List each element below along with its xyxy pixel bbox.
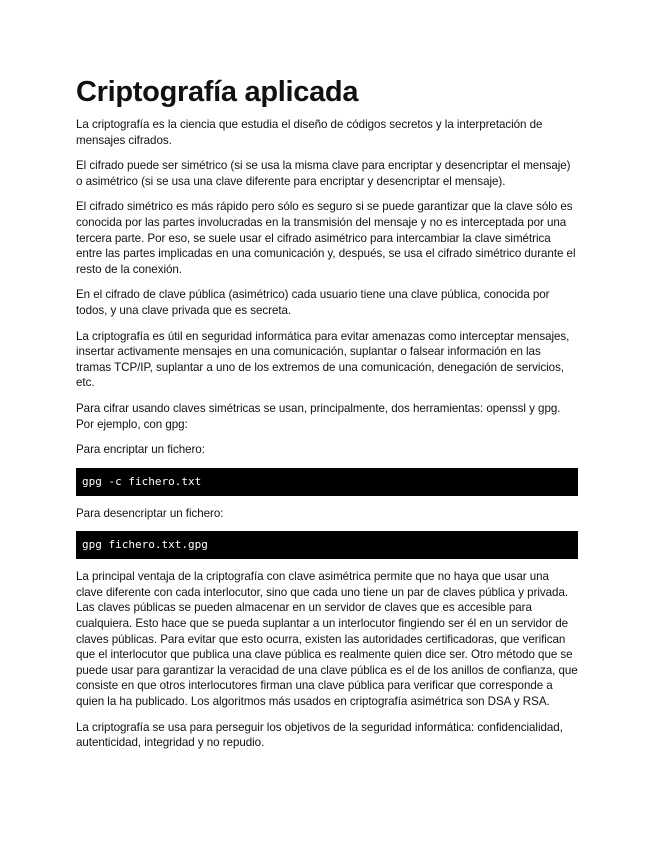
paragraph-decrypt-label: Para desencriptar un fichero:	[76, 506, 224, 520]
paragraph-intro: La criptografía es la ciencia que estudia el diseño de códigos secretos y la interpretación de mensajes cifrados.	[76, 118, 543, 147]
document-page	[76, 74, 578, 761]
code-block-decrypt: gpg fichero.txt.gpg	[76, 531, 578, 559]
paragraph-cipher-types: El cifrado puede ser simétrico (si se usa la misma clave para encriptar y desencriptar el mensaje) o asimétrico (si se usa una clave diferente para encriptar y desencriptar el mensaje).	[76, 159, 571, 188]
code-block-encrypt: gpg -c fichero.txt	[76, 468, 578, 496]
paragraph-tools: Para cifrar usando claves simétricas se usan, principalmente, dos herramientas: openssl y gpg. Por ejemplo, con gpg:	[76, 401, 561, 431]
paragraph-objectives: La criptografía se usa para perseguir los objetivos de la seguridad informática: confidencialidad, autenticidad, integridad y no repudio.	[76, 720, 563, 750]
paragraph-usefulness: La criptografía es útil en seguridad informática para evitar amenazas como interceptar mensajes, insertar activamente mensajes en una comunicación, suplantar o falsear información en las tramas TCP/IP, suplantar a uno de los extremos de una comunicación, denegación de servicios, etc.	[76, 329, 570, 390]
paragraph-encrypt-label: Para encriptar un fichero:	[76, 443, 205, 457]
paragraph-asymmetric-advantage: La principal ventaja de la criptografía con clave asimétrica permite que no haya que usar una clave diferente con cada interlocutor, sino que cada uno tiene un par de claves pública y privada. Las claves públicas se pueden almacenar en un servidor de claves que es accesible para cualquiera. Esto hace que se pueda suplantar a un interlocutor fingiendo ser él en un servidor de claves públicas. Para evitar que esto ocurra, existen las autoridades certificadoras, que verifican que el interlocutor que publica una clave pública es realmente quien dice ser. Otro método que se puede usar para garantizar la veracidad de una clave pública es el de los anillos de confianza, que consiste en que otros interlocutores firman una clave pública para verificar que corresponde a quien la ha publicado. Los algoritmos más usados en criptografía asimétrica son DSA y RSA.	[76, 570, 578, 709]
paragraph-public-key: En el cifrado de clave pública (asimétrico) cada usuario tiene una clave pública, conocida por todos, y una clave privada que es secreta.	[76, 288, 550, 317]
page-title: Criptografía aplicada	[76, 76, 359, 108]
paragraph-symmetric: El cifrado simétrico es más rápido pero sólo es seguro si se puede garantizar que la clave sólo es conocida por las partes involucradas en la transmisión del mensaje y no es interceptada por una tercera parte. Por eso, se suele usar el cifrado asimétrico para intercambiar la clave simétrica entre las partes implicadas en una comunicación y, después, se usa el cifrado simétrico durante el resto de la conexión.	[76, 200, 576, 276]
